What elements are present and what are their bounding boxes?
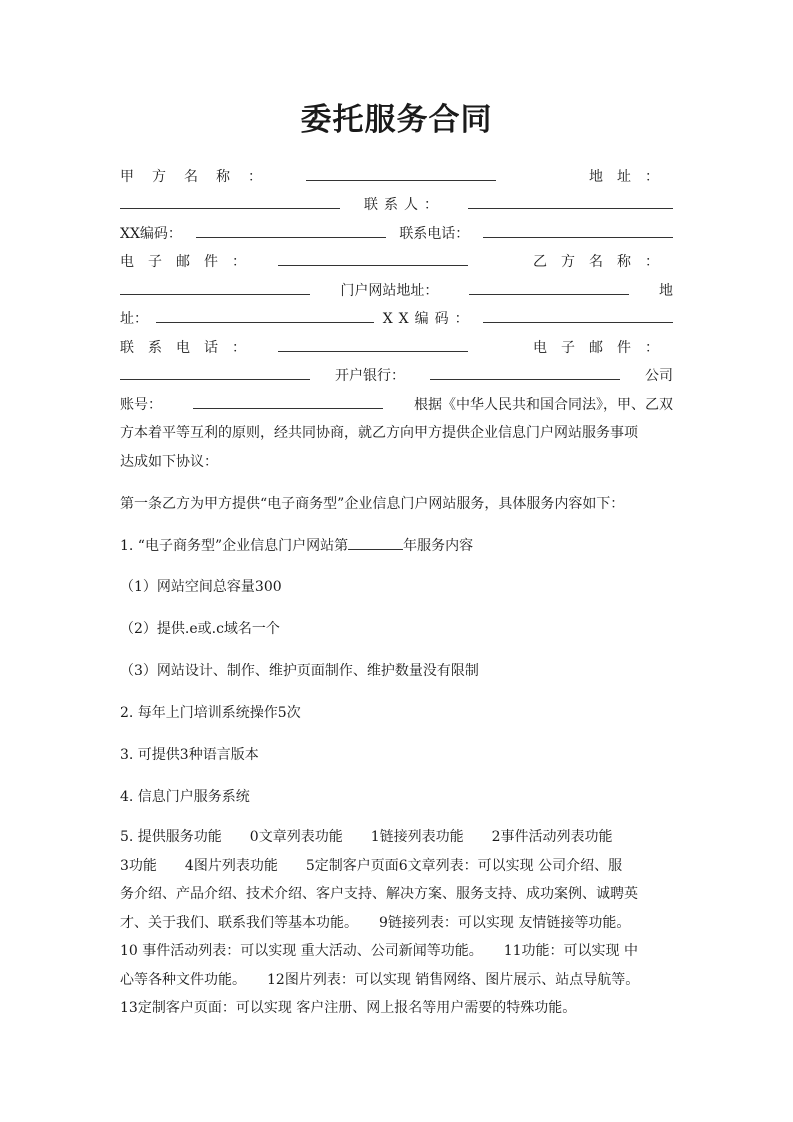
party-b-address-label-2: 址： bbox=[120, 311, 148, 327]
party-b-bank-blank bbox=[430, 361, 620, 380]
document-title: 委托服务合同 bbox=[300, 102, 493, 138]
intro-line-1 bbox=[120, 390, 673, 418]
party-b-postcode-label: XX编码： bbox=[382, 311, 475, 327]
sub-item-2: （2）提供.e或.c域名一个 bbox=[120, 621, 280, 637]
item-2: 2. 每年上门培训系统操作5次 bbox=[120, 705, 301, 721]
party-a-contact-blank bbox=[468, 190, 673, 209]
item-5-line: 才、关于我们、联系我们等基本功能。 9链接列表：可以实现 友情链接等功能。 bbox=[120, 915, 631, 931]
party-b-account-label-2: 账号： bbox=[120, 397, 162, 413]
party-a-phone-label: 联系电话： bbox=[399, 226, 470, 242]
party-a-postcode-label: XX编码： bbox=[120, 226, 182, 242]
party-b-address-label-1: 地 bbox=[658, 283, 673, 299]
party-a-email-line bbox=[120, 247, 673, 275]
party-a-email-blank bbox=[278, 247, 468, 266]
party-a-contact-label: 联系人： bbox=[364, 197, 444, 213]
party-a-phone-blank bbox=[483, 219, 673, 238]
party-b-address-blank bbox=[156, 304, 374, 323]
item-1-year-blank bbox=[348, 531, 403, 550]
item-5-line: 5. 提供服务功能 0文章列表功能 1链接列表功能 2事件活动列表功能 bbox=[120, 829, 613, 845]
party-b-name-label: 乙方名称： bbox=[532, 254, 673, 270]
party-a-email-label: 电子邮件： bbox=[120, 254, 260, 270]
intro-line-3: 达成如下协议： bbox=[120, 454, 218, 470]
party-a-postcode-line bbox=[120, 219, 673, 247]
item-5-line: 3功能 4图片列表功能 5定制客户页面6文章列表：可以实现 公司介绍、服 bbox=[120, 858, 623, 874]
party-b-phone-line bbox=[120, 333, 673, 361]
party-a-name-line bbox=[120, 162, 673, 190]
party-b-bank-label: 开户银行： bbox=[335, 368, 405, 384]
item-5-line: 务介绍、产品介绍、技术介绍、客户支持、解决方案、服务支持、成功案例、诚聘英 bbox=[120, 886, 638, 902]
party-b-bank-line bbox=[120, 361, 673, 389]
party-a-contact-line bbox=[120, 190, 673, 218]
item-1 bbox=[120, 531, 673, 559]
party-a-address-label: 地址： bbox=[588, 169, 673, 185]
party-b-address-line bbox=[120, 304, 673, 332]
item-4: 4. 信息门户服务系统 bbox=[120, 789, 250, 805]
item-3: 3. 可提供3种语言版本 bbox=[120, 747, 259, 763]
item-1-text: 1. “电子商务型”企业信息门户网站第 bbox=[120, 538, 349, 554]
intro-text-1: 根据《中华人民共和国合同法》，甲、乙双 bbox=[414, 397, 673, 413]
item-1-suffix: 年服务内容 bbox=[403, 538, 474, 554]
article-1: 第一条乙方为甲方提供“电子商务型”企业信息门户网站服务，具体服务内容如下： bbox=[120, 496, 625, 512]
party-b-email-label: 电子邮件： bbox=[532, 340, 673, 356]
party-a-name-label: 甲方名称： bbox=[120, 169, 280, 185]
party-b-account-blank bbox=[193, 390, 383, 409]
party-a-postcode-blank bbox=[196, 219, 386, 238]
sub-item-3: （3）网站设计、制作、维护页面制作、维护数量没有限制 bbox=[120, 663, 479, 679]
party-a-name-blank bbox=[306, 162, 496, 181]
party-b-phone-blank bbox=[278, 333, 468, 352]
item-5-line: 心等各种文件功能。 12图片列表：可以实现 销售网络、图片展示、站点导航等。 bbox=[120, 972, 640, 988]
intro-line-2: 方本着平等互利的原则，经共同协商，就乙方向甲方提供企业信息门户网站服务事项 bbox=[120, 425, 638, 441]
party-b-portal-label: 门户网站地址： bbox=[340, 283, 439, 299]
party-b-name-blank bbox=[120, 276, 310, 295]
sub-item-1: （1）网站空间总容量300 bbox=[120, 579, 282, 595]
party-b-email-blank bbox=[120, 361, 310, 380]
item-5-line: 13定制客户页面：可以实现 客户注册、网上报名等用户需要的特殊功能。 bbox=[120, 1000, 577, 1016]
party-a-address-blank bbox=[120, 190, 340, 209]
party-b-phone-label: 联系电话： bbox=[120, 340, 260, 356]
party-b-account-label-1: 公司 bbox=[645, 368, 673, 384]
party-b-postcode-blank bbox=[483, 304, 673, 323]
item-5-line: 10 事件活动列表：可以实现 重大活动、公司新闻等功能。 11功能：可以实现 中 bbox=[120, 943, 638, 959]
party-b-portal-blank bbox=[469, 276, 629, 295]
party-b-portal-line bbox=[120, 276, 673, 304]
